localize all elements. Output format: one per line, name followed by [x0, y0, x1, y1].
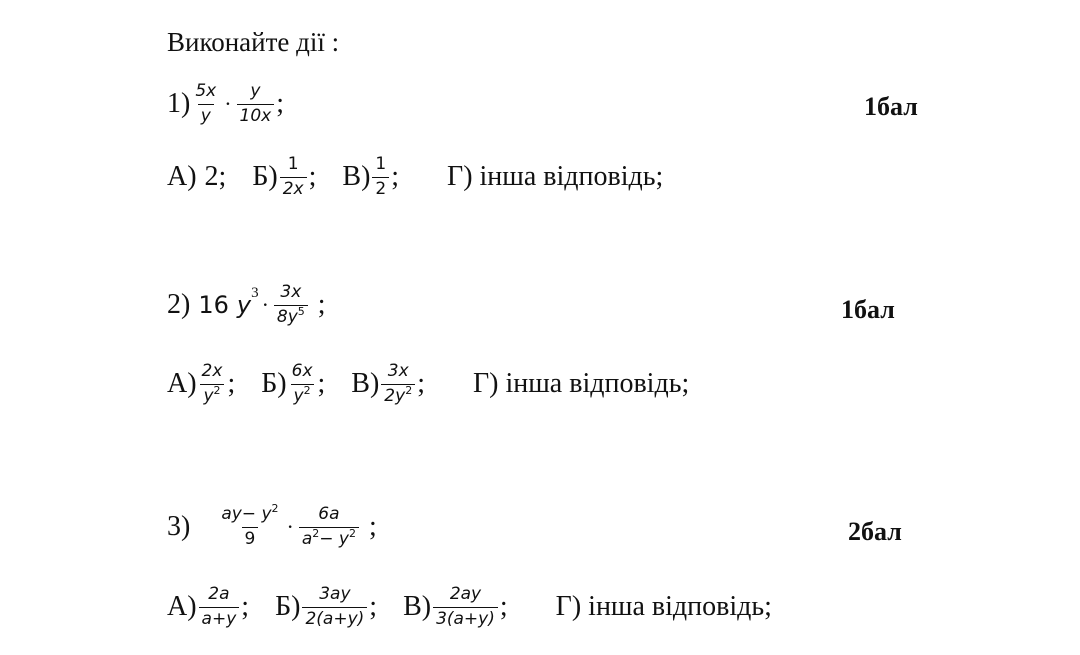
answer-v-label: В) [403, 591, 432, 623]
answer-v-label: В) [342, 161, 371, 193]
answer-a-label: А) [167, 368, 197, 400]
task-3-label: 3) [167, 511, 191, 543]
task-1-label: 1) [167, 88, 191, 120]
task-2-expression: 2) 16 y 3 · $\frac{3x}{8y^5}$ ; [167, 282, 326, 327]
answer-a-label: А) [167, 591, 197, 623]
task-2-label: 2) [167, 289, 191, 321]
fraction: $\frac{3x}{8y^5}$ [274, 283, 308, 327]
task-1-points: 1бал [864, 92, 918, 121]
fraction: $\frac{y}{10x}$ [237, 82, 275, 126]
task-1-answers: А) 2; Б) $\frac{1}{2x}$ ; В) $\frac{1}{2}$ ; Г) інша відповідь; [167, 154, 664, 199]
answer-g-label: Г) інша відповідь; [447, 161, 664, 193]
fraction: $\frac{5x}{y}$ [195, 81, 217, 126]
task-3-points: 2бал [848, 517, 902, 546]
fraction: $\frac{3ay}{2(a+y)}$ [302, 585, 367, 629]
answer-b-label: Б) [252, 161, 278, 193]
answer-v-label: В) [351, 368, 380, 400]
fraction: $\frac{1}{2x}$ [280, 155, 307, 199]
task-2-points: 1бал [841, 295, 895, 324]
page-title: Виконайте дії : [167, 27, 340, 57]
fraction: $\frac{6x}{y^2}$ [291, 361, 313, 406]
answer-b-label: Б) [261, 368, 287, 400]
fraction: $\frac{6a}{a^2- y^2}$ [299, 505, 359, 549]
answer-b-label: Б) [275, 591, 301, 623]
fraction: $\frac{1}{2}$ [372, 155, 389, 199]
task-3-expression: 3) $\frac{ay- y^2}{9}$ · $\frac{6a}{a^2- y^2}$ ; [167, 502, 377, 549]
fraction: $\frac{2x}{y^2}$ [201, 361, 223, 406]
answer-a-value: 2; [204, 161, 227, 193]
task-2-answers: А) $\frac{2x}{y^2}$ ; Б) $\frac{6x}{y^2}$ ; В) $\frac{3x}{2y^2}$ ; Г) інша відповідь; [167, 361, 690, 406]
fraction: $\frac{ay- y^2}{9}$ [221, 502, 279, 549]
fraction: $\frac{3x}{2y^2}$ [381, 362, 415, 406]
fraction: $\frac{2a}{a+y}$ [199, 585, 240, 629]
task-3-answers: А) $\frac{2a}{a+y}$ ; Б) $\frac{3ay}{2(a+y)}$ ; В) $\frac{2ay}{3(a+y)}$ ; Г) інша відповідь; [167, 584, 772, 629]
answer-g-label: Г) інша відповідь; [472, 368, 690, 400]
answer-g-label: Г) інша відповідь; [555, 591, 772, 623]
answer-a-label: А) [167, 161, 197, 193]
fraction: $\frac{2ay}{3(a+y)}$ [433, 585, 498, 629]
task-1-expression: 1) $\frac{5x}{y}$ · $\frac{y}{10x}$ ; [167, 81, 285, 126]
